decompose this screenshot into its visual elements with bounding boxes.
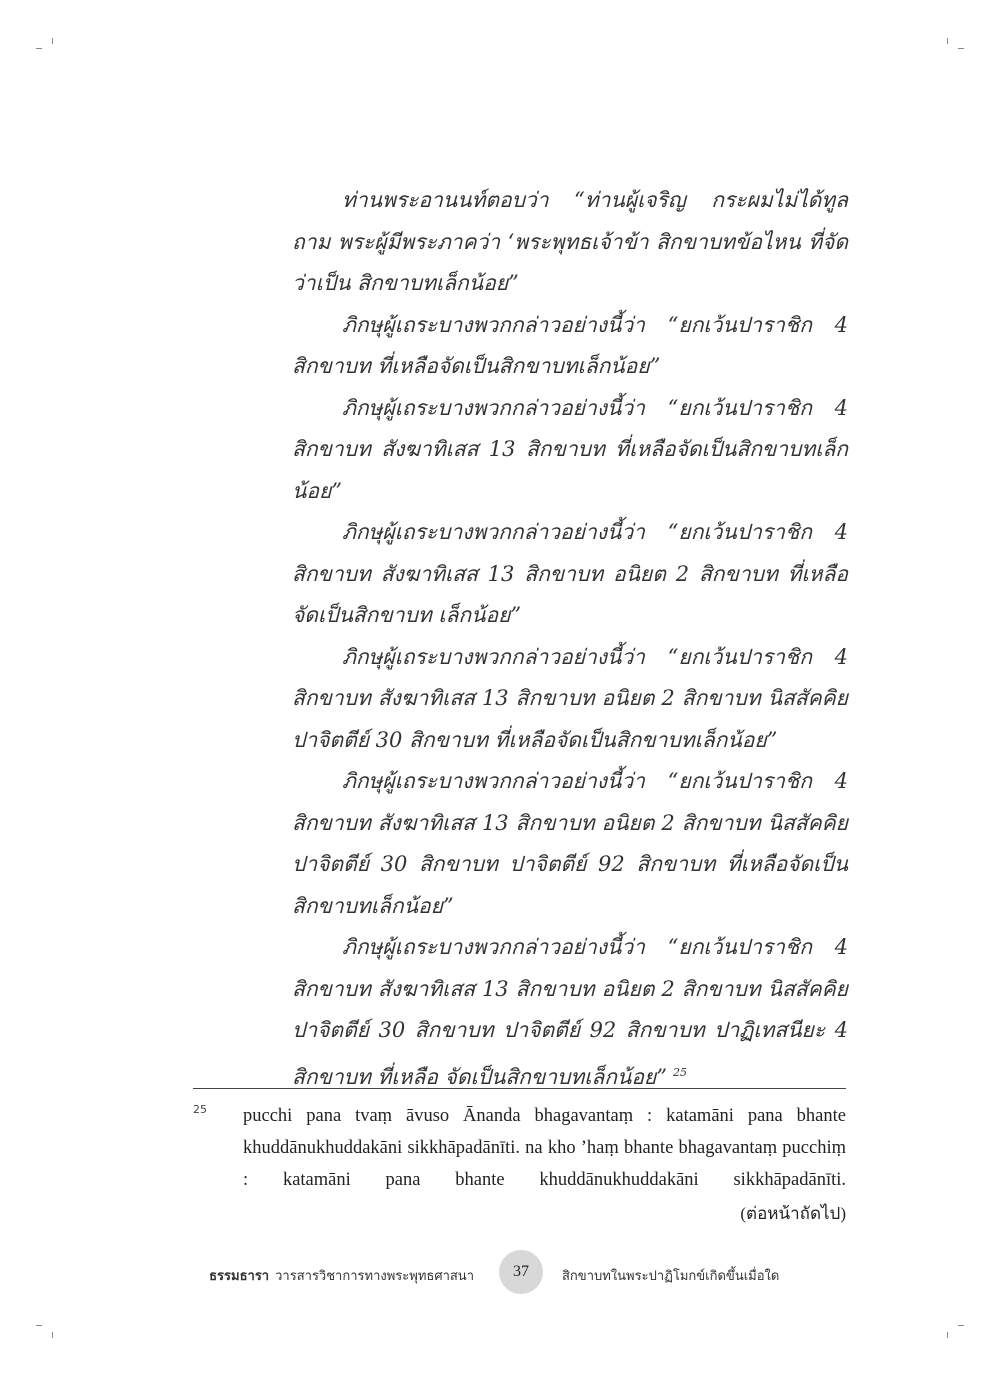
- paragraph-text: ภิกษุผู้เถระบางพวกกล่าวอย่างนี้ว่า “ยกเว้นปาราชิก 4 สิกขาบท สังฆาทิเสส 13 สิกขาบท อนิยต 2 สิกขาบท นิสสัคคิยปาจิตตีย์ 30 สิกขาบท ปาจิตตีย์ 92 สิกขาบท ปาฏิเทสนียะ 4 สิกขาบท ที่เหลือ จัดเป็นสิกขาบทเล็กน้อย”: [292, 935, 848, 1089]
- paragraph: ภิกษุผู้เถระบางพวกกล่าวอย่างนี้ว่า “ยกเว้นปาราชิก 4 สิกขาบท สังฆาทิเสส 13 สิกขาบท ที่เหลือจัดเป็นสิกขาบทเล็กน้อย”: [292, 395, 848, 503]
- crop-mark: [52, 38, 53, 44]
- crop-mark: [958, 48, 964, 49]
- body-text: [292, 180, 848, 1098]
- footnote-divider: [193, 1088, 846, 1089]
- page-footer: [0, 1250, 1000, 1298]
- footnote-text: pucchi pana tvaṃ āvuso Ānanda bhagavantaṃ : katamāni pana bhante khuddānukhuddakāni sikkhāpadānīti. na kho ’haṃ bhante bhagavantaṃ pucchiṃ : katamāni pana bhante khuddānukhuddakāni sikkhāpadānīti.: [243, 1106, 846, 1190]
- continued-note: (ต่อหน้าถัดไป): [740, 1204, 846, 1223]
- journal-name: ธรรมธารา: [209, 1269, 270, 1284]
- footnote-reference[interactable]: 25: [672, 1065, 687, 1079]
- crop-mark: [947, 38, 948, 44]
- paragraph: ท่านพระอานนท์ตอบว่า “ท่านผู้เจริญ กระผมไม่ได้ทูลถาม พระผู้มีพระภาคว่า ‘พระพุทธเจ้าข้า สิกขาบทข้อไหน ที่จัดว่าเป็น สิกขาบทเล็กน้อย”: [292, 188, 848, 295]
- paragraph: ภิกษุผู้เถระบางพวกกล่าวอย่างนี้ว่า “ยกเว้นปาราชิก 4 สิกขาบท สังฆาทิเสส 13 สิกขาบท อนิยต 2 สิกขาบท ที่เหลือจัดเป็นสิกขาบท เล็กน้อย”: [292, 520, 848, 627]
- paragraph: ภิกษุผู้เถระบางพวกกล่าวอย่างนี้ว่า “ยกเว้นปาราชิก 4 สิกขาบท ที่เหลือจัดเป็นสิกขาบทเล็กน้อย”: [292, 312, 848, 378]
- crop-mark: [36, 48, 42, 49]
- crop-mark: [36, 1325, 42, 1326]
- footnote-number: 25: [193, 1103, 207, 1116]
- journal-subtitle: วารสารวิชาการทางพระพุทธศาสนา: [275, 1269, 474, 1284]
- crop-mark: [947, 1332, 948, 1338]
- page-number: 37: [499, 1250, 543, 1294]
- paragraph: ภิกษุผู้เถระบางพวกกล่าวอย่างนี้ว่า “ยกเว้นปาราชิก 4 สิกขาบท สังฆาทิเสส 13 สิกขาบท อนิยต 2 สิกขาบท นิสสัคคิยปาจิตตีย์ 30 สิกขาบท ปาจิตตีย์ 92 สิกขาบท ที่เหลือจัดเป็นสิกขาบทเล็กน้อย”: [292, 769, 848, 918]
- journal-info: [209, 1265, 474, 1286]
- article-title: สิกขาบทในพระปาฏิโมกข์เกิดขึ้นเมื่อใด: [562, 1269, 780, 1284]
- paragraph: [292, 927, 848, 1098]
- paragraph: ภิกษุผู้เถระบางพวกกล่าวอย่างนี้ว่า “ยกเว้นปาราชิก 4 สิกขาบท สังฆาทิเสส 13 สิกขาบท อนิยต 2 สิกขาบท นิสสัคคิยปาจิตตีย์ 30 สิกขาบท ที่เหลือจัดเป็นสิกขาบทเล็กน้อย”: [292, 644, 848, 752]
- crop-mark: [958, 1325, 964, 1326]
- crop-mark: [52, 1332, 53, 1338]
